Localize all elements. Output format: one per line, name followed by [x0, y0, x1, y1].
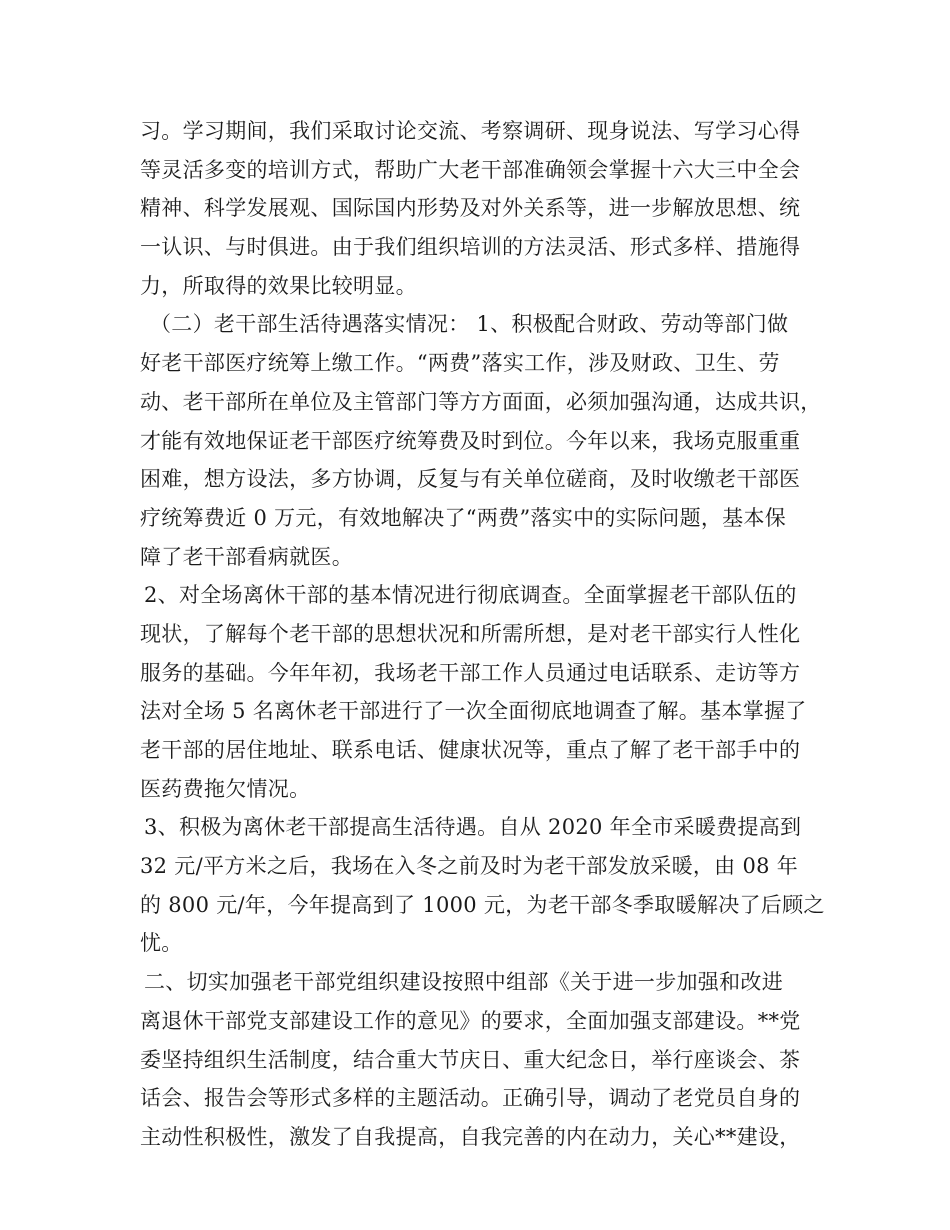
text-line: 等灵活多变的培训方式，帮助广大老干部准确领会掌握十六大三中全会: [140, 157, 801, 182]
section-heading-line: 二、切实加强老干部党组织建设按照中组部《关于进一步加强和改进: [144, 970, 783, 995]
section-heading-line: （二）老干部生活待遇落实情况： 1、积极配合财政、劳动等部门做: [150, 312, 789, 337]
text-line: 疗统筹费近 0 万元，有效地解决了“两费”落实中的实际问题，基本保: [140, 505, 787, 530]
text-line: 主动性积极性，激发了自我提高，自我完善的内在动力，关心**建设，: [140, 1124, 801, 1149]
text-line: 动、老干部所在单位及主管部门等方方面面，必须加强沟通，达成共识，: [140, 389, 822, 414]
text-line: 一认识、与时俱进。由于我们组织培训的方法灵活、形式多样、措施得: [140, 235, 801, 260]
text-line: 医药费拖欠情况。: [140, 776, 311, 801]
text-line: 才能有效地保证老干部医疗统筹费及时到位。今年以来，我场克服重重: [140, 428, 801, 453]
text-line: 力，所取得的效果比较明显。: [140, 273, 417, 298]
text-line: 困难，想方设法，多方协调，反复与有关单位磋商，及时收缴老干部医: [140, 467, 801, 492]
document-body: [140, 112, 825, 1157]
text-line: 法对全场 5 名离休老干部进行了一次全面彻底地调查了解。基本掌握了: [140, 699, 807, 724]
text-line: 老干部的居住地址、联系电话、健康状况等，重点了解了老干部手中的: [140, 738, 801, 762]
text-line: 现状，了解每个老干部的思想状况和所需所想，是对老干部实行人性化: [140, 621, 801, 646]
text-line: 忧。: [140, 931, 183, 956]
text-line: 的 800 元/年，今年提高到了 1000 元，为老干部冬季取暖解决了后顾之: [140, 892, 825, 917]
text-line: 习。学习期间，我们采取讨论交流、考察调研、现身说法、写学习心得: [140, 119, 801, 143]
paragraph-start-line: 3、积极为离休老干部提高生活待遇。自从 2020 年全市采暖费提高到: [144, 815, 802, 840]
text-line: 话会、报告会等形式多样的主题活动。正确引导，调动了老党员自身的: [140, 1086, 801, 1111]
text-line: 精神、科学发展观、国际国内形势及对外关系等，进一步解放思想、统: [140, 196, 801, 221]
text-line: 32 元/平方米之后，我场在入冬之前及时为老干部发放采暖，由 08 年: [140, 854, 799, 879]
text-line: 离退休干部党支部建设工作的意见》的要求，全面加强支部建设。**党: [140, 1008, 801, 1033]
text-line: 障了老干部看病就医。: [140, 544, 353, 569]
text-line: 委坚持组织生活制度，结合重大节庆日、重大纪念日，举行座谈会、茶: [140, 1047, 801, 1072]
text-line: 好老干部医疗统筹上缴工作。“两费”落实工作，涉及财政、卫生、劳: [140, 351, 780, 376]
text-line: 服务的基础。今年年初，我场老干部工作人员通过电话联系、走访等方: [140, 660, 801, 685]
paragraph-start-line: 2、对全场离休干部的基本情况进行彻底调查。全面掌握老干部队伍的: [144, 583, 797, 608]
